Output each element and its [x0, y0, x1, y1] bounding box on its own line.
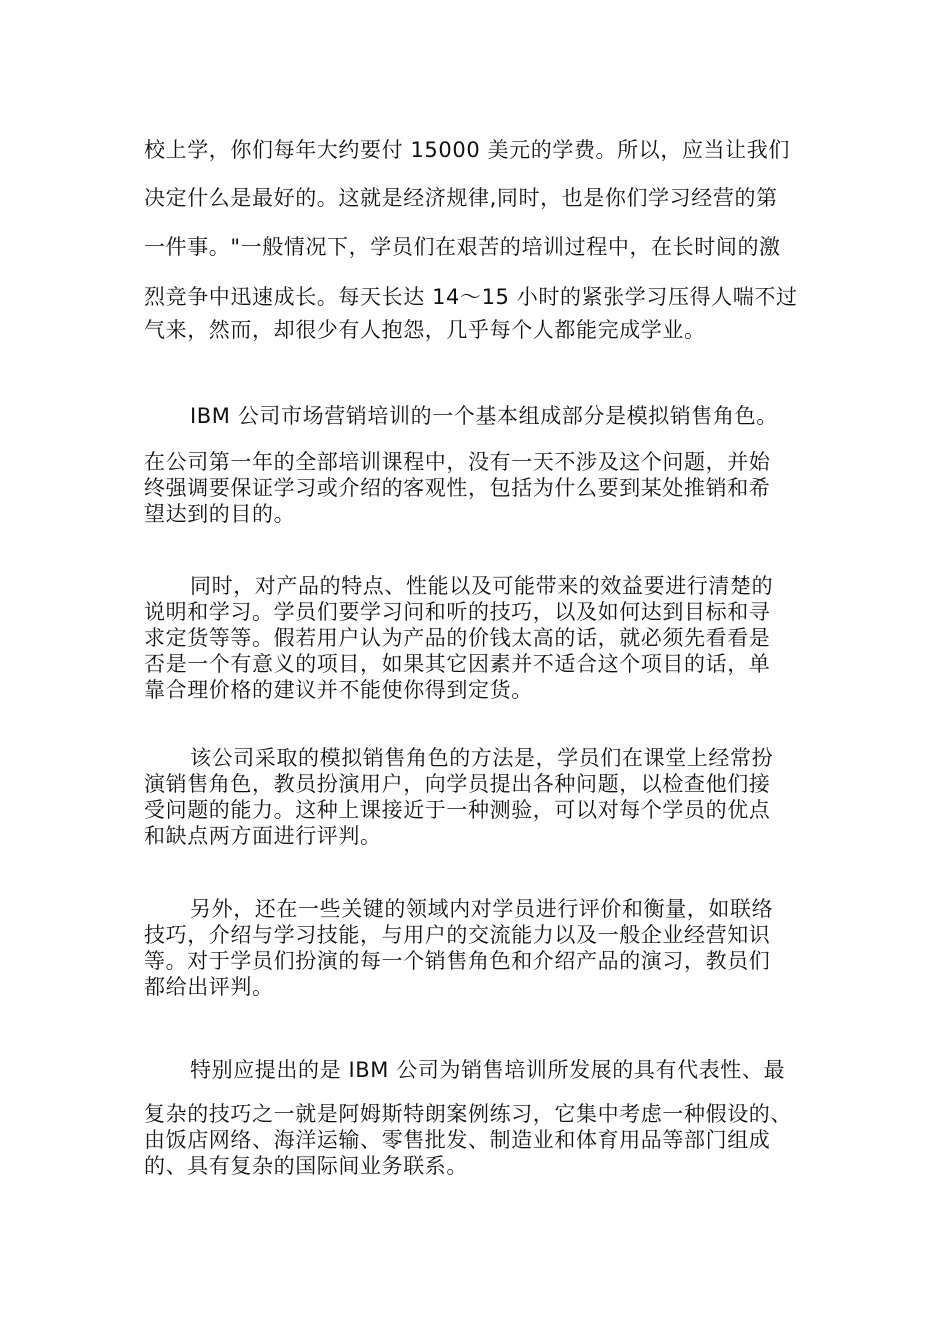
paragraph-3-line-2: 说明和学习。学员们要学习问和听的技巧，以及如何达到目标和寻	[144, 600, 771, 624]
paragraph-4-line-3: 受问题的能力。这种上课接近于一种测验，可以对每个学员的优点	[144, 798, 771, 822]
paragraph-5-line-3: 等。对于学员们扮演的每一个销售角色和介绍产品的演习，教员们	[144, 949, 771, 973]
paragraph-2-line-1: IBM 公司市场营销培训的一个基本组成部分是模拟销售角色。	[190, 404, 778, 428]
paragraph-1-line-2: 决定什么是最好的。这就是经济规律,同时，也是你们学习经营的第	[144, 186, 778, 210]
paragraph-4-line-4: 和缺点两方面进行评判。	[144, 824, 382, 848]
paragraph-4-line-1: 该公司采取的模拟销售角色的方法是，学员们在课堂上经常扮	[190, 746, 774, 770]
paragraph-1-line-5: 气来，然而，却很少有人抱怨，几乎每个人都能完成学业。	[144, 318, 706, 342]
paragraph-4-line-2: 演销售角色，教员扮演用户，向学员提出各种问题，以检查他们接	[144, 772, 771, 796]
paragraph-5-line-4: 都给出评判。	[144, 975, 274, 999]
paragraph-6-line-1: 特别应提出的是 IBM 公司为销售培训所发展的具有代表性、最	[190, 1058, 786, 1082]
paragraph-2-line-3: 终强调要保证学习或介绍的客观性，包括为什么要到某处推销和希	[144, 476, 771, 500]
paragraph-5-line-1: 另外，还在一些关键的领域内对学员进行评价和衡量，如联络	[190, 897, 774, 921]
paragraph-1-line-4: 烈竞争中迅速成长。每天长达 14～15 小时的紧张学习压得人喘不过	[144, 285, 798, 309]
paragraph-6-line-3: 由饭店网络、海洋运输、零售批发、制造业和体育用品等部门组成	[144, 1128, 771, 1152]
paragraph-1-line-1: 校上学，你们每年大约要付 15000 美元的学费。所以，应当让我们	[144, 138, 790, 162]
paragraph-6-line-2: 复杂的技巧之一就是阿姆斯特朗案例练习，它集中考虑一种假设的、	[144, 1102, 792, 1126]
paragraph-3-line-4: 否是一个有意义的项目，如果其它因素并不适合这个项目的话，单	[144, 652, 771, 676]
paragraph-3-line-3: 求定货等等。假若用户认为产品的价钱太高的话，就必须先看看是	[144, 626, 771, 650]
paragraph-5-line-2: 技巧，介绍与学习技能，与用户的交流能力以及一般企业经营知识	[144, 923, 771, 947]
paragraph-1-line-3: 一件事。"一般情况下，学员们在艰苦的培训过程中，在长时间的激	[144, 235, 781, 259]
paragraph-6-line-4: 的、具有复杂的国际间业务联系。	[144, 1154, 468, 1178]
paragraph-2-line-2: 在公司第一年的全部培训课程中，没有一天不涉及这个问题，并始	[144, 450, 771, 474]
paragraph-3-line-1: 同时，对产品的特点、性能以及可能带来的效益要进行清楚的	[190, 574, 774, 598]
paragraph-2-line-4: 望达到的目的。	[144, 502, 296, 526]
paragraph-3-line-5: 靠合理价格的建议并不能使你得到定货。	[144, 678, 533, 702]
